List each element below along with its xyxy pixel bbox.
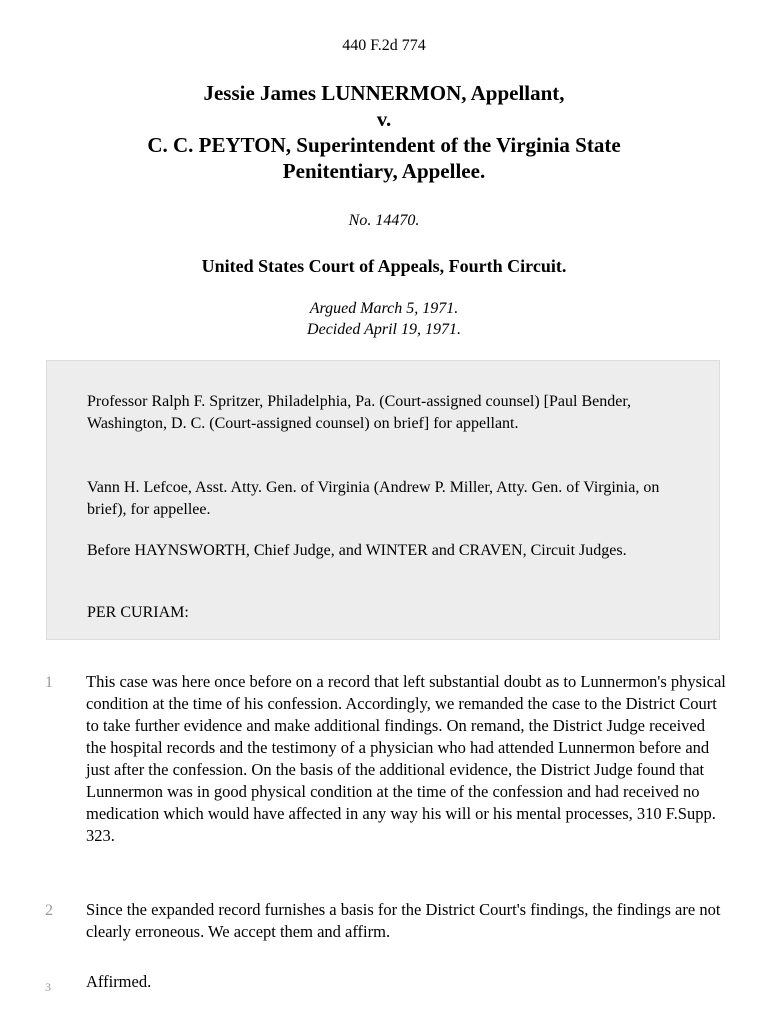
opinion-paragraph: Since the expanded record furnishes a basis for the District Court's findings, the findings are not clearly erroneous. We accept them and affirm. [86,900,721,941]
opinion-paragraph: Affirmed. [86,972,152,991]
versus-label: v. [376,107,392,131]
panel-judges: Before HAYNSWORTH, Chief Judge, and WINTER and CRAVEN, Circuit Judges. [87,542,627,559]
case-citation: 440 F.2d 774 [342,37,426,54]
appellee-counsel: Vann H. Lefcoe, Asst. Atty. Gen. of Virginia (Andrew P. Miller, Atty. Gen. of Virginia, on brief), for appellee. [87,479,660,518]
per-curiam-label: PER CURIAM: [87,604,189,621]
court-name: United States Court of Appeals, Fourth Circuit. [201,256,567,276]
appellee-name: C. C. PEYTON, Superintendent of the Virginia State [147,133,621,157]
appellant-counsel: Professor Ralph F. Spritzer, Philadelphia, Pa. (Court-assigned counsel) [Paul Bender, Washington, D. C. (Court-assigned counsel) on brief] for appellant. [87,393,632,432]
argued-date: Argued March 5, 1971. [309,300,459,317]
case-title [60,80,708,184]
paragraph-number: 1 [45,674,53,691]
counsel-section [46,360,720,640]
paragraph-number: 2 [45,902,53,919]
decided-date: Decided April 19, 1971. [307,321,461,338]
case-dates [0,298,768,340]
opinion-paragraph: This case was here once before on a record that left substantial doubt as to Lunnermon's physical condition at the time of his confession. Accordingly, we remanded the case to the District Court to take further evidence and make additional findings. On remand, the District Judge received the hospital records and the testimony of a physician who had attended Lunnermon before and just after the confession. On the basis of the additional evidence, the District Judge found that Lunnermon was in good physical condition at the time of the confession and had received no medication which would have affected in any way his will or his mental processes, 310 F.Supp. 323. [86,672,726,845]
appellee-name-continued: Penitentiary, Appellee. [282,159,486,183]
docket-number: No. 14470. [348,212,420,229]
appellant-name: Jessie James LUNNERMON, Appellant, [203,81,565,105]
paragraph-number: 3 [45,980,51,994]
